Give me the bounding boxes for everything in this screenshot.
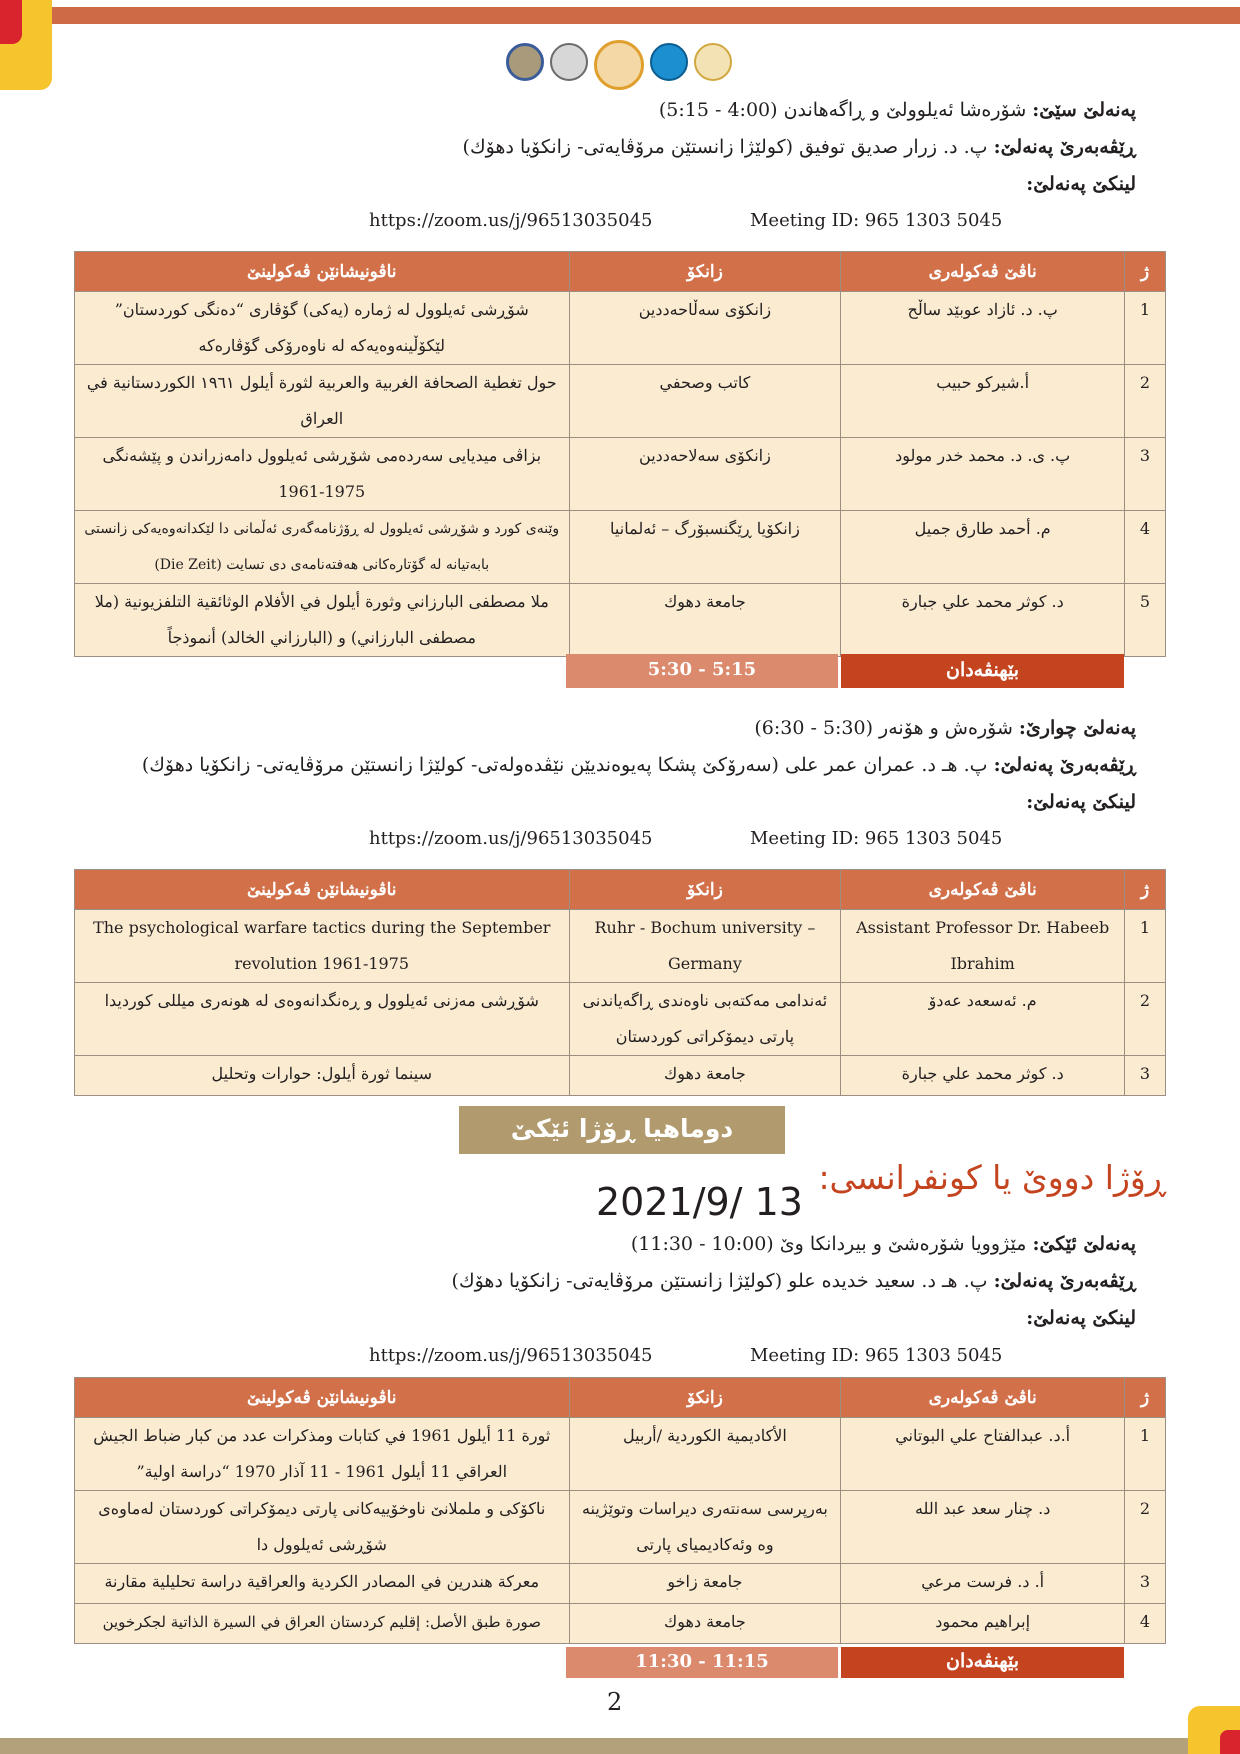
row-uni: جامعة دهوك xyxy=(569,1056,841,1096)
row-title: بزاڤی میدیایی سەردەمی شۆڕشی ئەیلوول دامەزراندن و پێشەنگی 1975-1961 xyxy=(75,438,570,511)
row-title: معركة هندرين في المصادر الكردية والعراقية دراسة تحليلية مقارنة xyxy=(75,1564,570,1604)
session3-title-label: پەنەلێ سێێ: xyxy=(1032,99,1136,121)
session3-chair-line xyxy=(463,134,1136,160)
row-uni: جامعة زاخو xyxy=(569,1564,841,1604)
day2-heading: ڕۆژا دووێ یا كونفرانسی: xyxy=(818,1158,1166,1197)
table-row xyxy=(75,584,1166,657)
row-title: حول تغطية الصحافة الغربية والعربية لثورة أيلول ١٩٦١ الكوردستانية في العراق xyxy=(75,365,570,438)
logo-badge-1 xyxy=(506,43,544,81)
session4-link-label: لینكێ پەنەلێ: xyxy=(1026,791,1136,813)
session3-break-label: بێهنڤەدان xyxy=(841,654,1124,688)
day2-title-line xyxy=(631,1231,1136,1257)
table-row xyxy=(75,910,1166,983)
corner-decor-bottom-right-red xyxy=(1220,1730,1240,1754)
row-num: 1 xyxy=(1125,292,1166,365)
col-header-num: ژ xyxy=(1125,870,1166,910)
session4-meeting-id: Meeting ID: 965 1303 5045 xyxy=(750,828,1003,849)
row-title: شۆڕشی ئەیلوول لە ژمارە (یەکی) گۆڤاری “دەنگی کوردستان” لێکۆڵینەوەیەکە لە ناوەرۆکی گۆڤارەکە xyxy=(75,292,570,365)
session4-link-line xyxy=(1026,789,1136,815)
bottom-decor-bar xyxy=(0,1738,1240,1754)
page-number: 2 xyxy=(607,1688,623,1716)
day2-link-line xyxy=(1026,1305,1136,1331)
row-uni: زانكۆی سەڵاحەددین xyxy=(569,292,841,365)
col-header-num: ژ xyxy=(1125,252,1166,292)
row-title: شۆڕشی مەزنی ئەیلوول و ڕەنگدانەوەی لە هونەری میللی کوردیدا xyxy=(75,983,570,1056)
row-uni: كاتب وصحفي xyxy=(569,365,841,438)
day2-break-time: 11:30 - 11:15 xyxy=(566,1647,838,1678)
session4-title-text: شۆرەش و هۆنەر (5:30 - 6:30) xyxy=(754,717,1013,739)
row-uni: زانكۆی سەلاحەددین xyxy=(569,438,841,511)
day2-zoom-link[interactable]: https://zoom.us/j/96513035045 xyxy=(369,1345,653,1366)
col-header-name: ناڤێ ڤەكولەری xyxy=(841,1378,1125,1418)
col-header-title: ناڤونیشانێن ڤەكولینێ xyxy=(75,1378,570,1418)
row-name: أ.شيركو حبيب xyxy=(841,365,1125,438)
row-uni: بەرپرسی سەنتەری دیراسات وتوێژینە وە وئەكادیمیای پارتی xyxy=(569,1491,841,1564)
row-uni: جامعة دهوك xyxy=(569,1604,841,1644)
row-title: ناكۆكی و ململانێ ناوخۆییەكانی پارتی دیمۆكراتی كوردستان لەماوەی شۆڕشی ئەیلوول دا xyxy=(75,1491,570,1564)
row-num: 1 xyxy=(1125,910,1166,983)
row-name: پ. ی. د. محمد خدر مولود xyxy=(841,438,1125,511)
col-header-name: ناڤێ ڤەكولەری xyxy=(841,252,1125,292)
col-header-uni: زانكۆ xyxy=(569,870,841,910)
row-uni: جامعة دهوك xyxy=(569,584,841,657)
day2-link-label: لینكێ پەنەلێ: xyxy=(1026,1307,1136,1329)
session3-title-text: شۆرەشا ئەیلوولێ و ڕاگەهاندن (4:00 - 5:15) xyxy=(658,99,1027,121)
table-row xyxy=(75,1056,1166,1096)
row-name: Assistant Professor Dr. Habeeb Ibrahim xyxy=(841,910,1125,983)
row-name: أ.د. عبدالفتاح علي البوتاني xyxy=(841,1418,1125,1491)
row-num: 3 xyxy=(1125,438,1166,511)
session4-zoom-link[interactable]: https://zoom.us/j/96513035045 xyxy=(369,828,653,849)
table-row xyxy=(75,1604,1166,1644)
row-name: م. أحمد طارق جميل xyxy=(841,511,1125,584)
day2-chair-line xyxy=(452,1268,1136,1294)
row-name: إبراهيم محمود xyxy=(841,1604,1125,1644)
row-num: 1 xyxy=(1125,1418,1166,1491)
row-title: وێنەی کورد و شۆڕشی ئەیلوول لە ڕۆژنامەگەری ئەڵمانی دا لێکدانەوەیەکی زانستی بابەتیانە لە گۆتارەکانی هەفتەنامەی دی تسایت (Die Zeit) xyxy=(75,511,570,584)
session4-chair-label: ڕێڤەبەرێ پەنەلێ: xyxy=(993,754,1136,776)
table-row xyxy=(75,438,1166,511)
session4-chair-line xyxy=(142,752,1136,778)
table-row xyxy=(75,292,1166,365)
col-header-uni: زانكۆ xyxy=(569,1378,841,1418)
col-header-num: ژ xyxy=(1125,1378,1166,1418)
day2-table xyxy=(74,1377,1166,1644)
table-row xyxy=(75,511,1166,584)
session3-zoom-link[interactable]: https://zoom.us/j/96513035045 xyxy=(369,210,653,231)
row-title: ثورة 11 أيلول 1961 في كتابات ومذكرات عدد من كبار ضباط الجيش العراقي 11 أيلول 1961 - 11 آذار 1970 “دراسة اولية” xyxy=(75,1418,570,1491)
row-name: د. چنار سعد عبد الله xyxy=(841,1491,1125,1564)
row-title: سينما ثورة أيلول: حوارات وتحليل xyxy=(75,1056,570,1096)
row-num: 5 xyxy=(1125,584,1166,657)
logo-badge-5 xyxy=(694,43,732,81)
session3-link-label: لینكێ پەنەلێ: xyxy=(1026,173,1136,195)
row-num: 2 xyxy=(1125,983,1166,1056)
corner-decor-top-left-red xyxy=(0,0,22,44)
row-name: د. كوثر محمد علي جبارة xyxy=(841,584,1125,657)
session3-meeting-id: Meeting ID: 965 1303 5045 xyxy=(750,210,1003,231)
session3-break-time: 5:30 - 5:15 xyxy=(566,654,838,688)
row-num: 2 xyxy=(1125,1491,1166,1564)
table-row xyxy=(75,365,1166,438)
row-title: ملا مصطفى البارزاني وثورة أيلول في الأفلام الوثائقية التلفزيونية (ملا مصطفى البارزاني) و (البارزاني الخالد) أنموذجاً xyxy=(75,584,570,657)
row-num: 2 xyxy=(1125,365,1166,438)
table-row xyxy=(75,983,1166,1056)
row-title: صورة طبق الأصل: إقليم كردستان العراق في السيرة الذاتية لجكرخوين xyxy=(75,1604,570,1644)
session3-table xyxy=(74,251,1166,657)
session3-title-line xyxy=(659,97,1136,123)
session3-chair-text: پ. د. زرار صديق توفيق (كولێژا زانستێن مرۆڤایەتی- زانكۆیا دهۆك) xyxy=(462,136,988,158)
table-row xyxy=(75,1491,1166,1564)
session3-link-line xyxy=(1026,171,1136,197)
col-header-title: ناڤونیشانێن ڤەكولینێ xyxy=(75,252,570,292)
session4-chair-text: پ. هـ د. عمران عمر علی (سەرۆكێ پشكا پەیوەندیێن نێڤدەولەتی- كولێژا زانستێن مرۆڤایەتی- زانكۆیا دهۆك) xyxy=(141,754,988,776)
row-num: 3 xyxy=(1125,1564,1166,1604)
col-header-title: ناڤونیشانێن ڤەكولینێ xyxy=(75,870,570,910)
day2-date: 2021/9/ 13 xyxy=(596,1180,803,1224)
col-header-uni: زانكۆ xyxy=(569,252,841,292)
row-uni: زانكۆیا ڕێگنسبۆرگ – ئەلمانیا xyxy=(569,511,841,584)
day2-chair-text: پ. هـ د. سعید خدیدە علو (كولێژا زانستێن مرۆڤایەتی- زانكۆیا دهۆك) xyxy=(451,1270,988,1292)
row-uni: Ruhr - Bochum university – Germany xyxy=(569,910,841,983)
row-num: 4 xyxy=(1125,511,1166,584)
row-num: 3 xyxy=(1125,1056,1166,1096)
session3-chair-label: ڕێڤەبەرێ پەنەلێ: xyxy=(993,136,1136,158)
top-decor-bar xyxy=(46,7,1240,24)
table-row xyxy=(75,1564,1166,1604)
day2-chair-label: ڕێڤەبەرێ پەنەلێ: xyxy=(993,1270,1136,1292)
row-uni: الأكاديمية الكوردية /أربيل xyxy=(569,1418,841,1491)
end-of-day-one-banner: دوماهیا ڕۆژا ئێكێ xyxy=(459,1106,785,1154)
logo-strip xyxy=(506,40,732,90)
table-row xyxy=(75,1418,1166,1491)
day2-meeting-id: Meeting ID: 965 1303 5045 xyxy=(750,1345,1003,1366)
day2-break-label: بێهنڤەدان xyxy=(841,1647,1124,1678)
row-name: د. كوثر محمد علي جبارة xyxy=(841,1056,1125,1096)
col-header-name: ناڤێ ڤەكولەری xyxy=(841,870,1125,910)
row-name: م. ئەسعەد عەدۆ xyxy=(841,983,1125,1056)
session4-title-line xyxy=(754,715,1136,741)
day2-title-label: پەنەلێ ئێكێ: xyxy=(1032,1233,1136,1255)
session4-title-label: پەنەلێ چوارێ: xyxy=(1018,717,1136,739)
logo-badge-4 xyxy=(650,43,688,81)
row-title: The psychological warfare tactics during the September revolution 1961-1975 xyxy=(75,910,570,983)
day2-title-text: مێژوویا شۆرەشێ و بیردانكا وێ (10:00 - 11:30) xyxy=(630,1233,1027,1255)
row-num: 4 xyxy=(1125,1604,1166,1644)
row-name: پ. د. ئازاد عوبێد ساڵح xyxy=(841,292,1125,365)
logo-badge-2 xyxy=(550,43,588,81)
logo-badge-3 xyxy=(594,40,644,90)
row-name: أ. د. فرست مرعي xyxy=(841,1564,1125,1604)
session4-table xyxy=(74,869,1166,1096)
row-uni: ئەندامی مەکتەبی ناوەندی ڕاگەیاندنی پارتی دیمۆکراتی کوردستان xyxy=(569,983,841,1056)
